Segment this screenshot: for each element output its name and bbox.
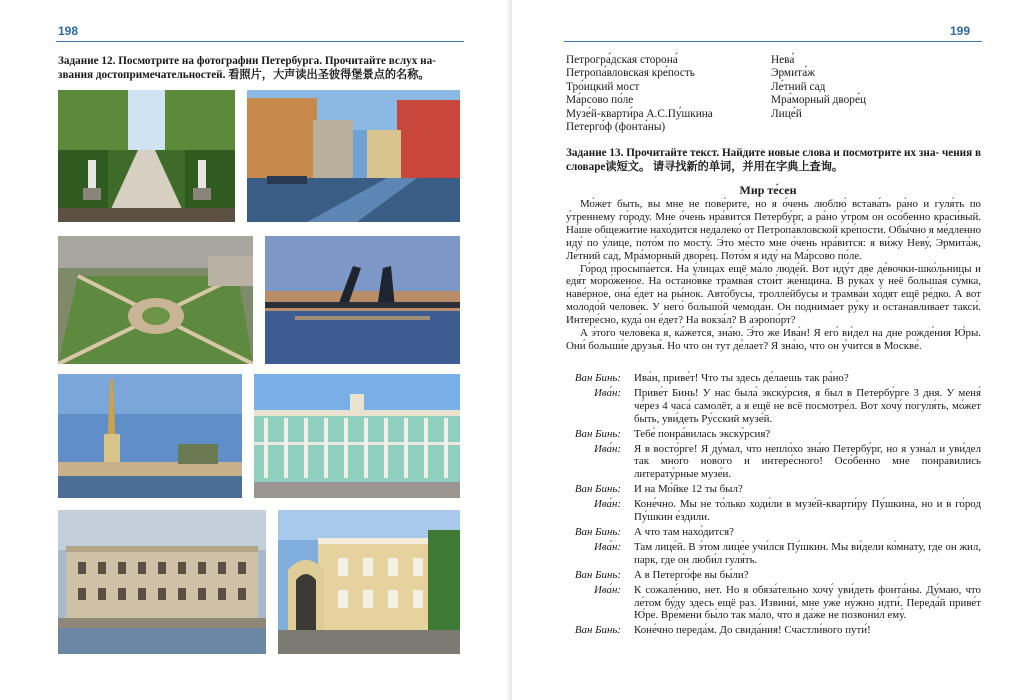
marble-palace-photo — [58, 510, 266, 654]
griboedov-canal-photo — [247, 90, 460, 222]
place-item: Музе́й-кварти́ра А.С.Пу́шкина — [566, 107, 713, 120]
speaker: Ива́н : — [566, 387, 626, 426]
field-of-mars-aerial-photo — [58, 236, 253, 364]
place-item: Эрмита́ж — [771, 67, 816, 80]
place-item: Мра́морный дворе́ц — [771, 94, 867, 107]
utterance: Приве́т Бинь! У нас была́ экску́рсия, я был в Петербу́рге 3 дня. У меня́ че́рез 4 часа́ самолёт, а я ещё не всё посмотре́л. Вот хочу́ погуля́ть, мо́жет быть, уви́деть Ру́сский музе́й. — [634, 386, 981, 425]
dialogue-line — [566, 526, 981, 539]
peter-and-paul-fortress-photo — [58, 374, 242, 498]
dialogue-line — [566, 483, 981, 496]
header-rule-left — [56, 41, 464, 42]
paragraph: Мо́жет быть, вы мне не пове́рите, но я о́чень люблю́ встава́ть ра́но и гуля́ть по у́треннему го́роду. Мне о́чень нра́вится Петербу́рг, а ра́но у́тром он осо́бенно краси́вый. На́ше общежи́тие нахо́дится недалеко́ от Петропа́вловской кре́пости. Обы́чно я ме́дленно иду́ по у́лице, пото́м по мосту́. Э́то ме́сто мне о́чень нра́вится: я ви́жу Неву́, Эрмита́ж, Ле́тний сад, Мра́морный дворе́ц. Пото́м я иду́ на Ма́рсово по́ле. — [566, 198, 982, 262]
speaker: Ива́н : — [566, 541, 626, 567]
utterance: Там лице́й. В э́том лице́е учи́лся Пу́шкин. Мы ви́дели ко́мнату, где он жил, парк, где он люби́л гуля́ть. — [634, 540, 981, 566]
utterance: Я в восто́рге! Я ду́мал, что непло́хо зна́ю Петербу́рг, но я узна́л и уви́дел так мно́го но́вого и интере́сного! Осо́бенно мне понра́вились литерату́рные музе́и. — [634, 442, 981, 481]
task-12 — [58, 54, 464, 82]
dialogue-line — [566, 387, 981, 426]
utterance: К сожале́нию, нет. Но я обяза́тельно хочу́ уви́деть фонта́ны. Ду́маю, что ле́том бу́ду здесь ещё раз. Извини́, мне уже́ ну́жно идти́. Переда́й приве́т Ю́ре. Вре́мени бы́ло так ма́ло, что я да́же не позвони́л ему́. — [634, 583, 981, 622]
utterance: Коне́чно. Мы не то́лько ходи́ли в музе́й-кварти́ру Пу́шкина, но и в го́род Пу́шкин е́здили. — [634, 498, 981, 524]
place-item: Петерго́ф (фонта́ны) — [566, 121, 666, 134]
place-item: Нева́ — [771, 54, 795, 66]
place-item: Ма́рсово по́ле — [566, 94, 634, 107]
utterance: А в Петерго́фе вы бы́ли? — [634, 568, 749, 581]
speaker: Ива́н : — [566, 584, 626, 623]
utterance: И на Мо́йке 12 ты был? — [634, 483, 743, 496]
page-number-left: 198 — [58, 24, 79, 38]
utterance: А что там нахо́дится? — [634, 525, 734, 538]
summer-garden-photo — [58, 90, 235, 222]
place-item: Лице́й — [771, 107, 802, 120]
task-13-label: Задание 13. — [566, 147, 624, 159]
place-item: Петрогра́дская сторона́ — [566, 54, 678, 66]
speaker: Ван Бинь : — [566, 569, 626, 582]
dialogue — [566, 372, 981, 639]
utterance: Ива́н, приве́т! Что ты здесь де́лаешь так ра́но? — [634, 372, 849, 384]
reading-text — [566, 198, 981, 353]
dialogue-line — [566, 428, 981, 441]
paragraph: Го́род просыпа́ется. На у́лицах ещё ма́ло люде́й. Вот иду́т две де́вочки-шко́льницы и едя́т моро́женое. На остано́вке трамва́я стои́т же́нщина. В рука́х у неё больша́я су́мка, наве́рное, она́ е́дет на ры́нок. Авто́бусы, тролле́йбусы и трамва́и хо́дят ещё ре́дко. А вот молодо́й челове́к. У него́ большо́й чемода́н. Он поднима́ет ру́ку и остана́вливает такси́. Интере́сно, куда́ он е́дет? На вокза́л? В аэропо́рт? — [566, 262, 981, 327]
dialogue-line — [566, 541, 981, 567]
dialogue-line — [566, 372, 981, 385]
speaker: Ива́н : — [566, 443, 626, 482]
dialogue-line — [566, 569, 981, 582]
place-item: Ле́тний сад — [771, 80, 826, 93]
page-number-right: 199 — [950, 24, 971, 38]
speaker: Ван Бинь : — [566, 372, 626, 385]
dialogue-line — [566, 624, 981, 637]
place-item: Тро́ицкий мост — [566, 80, 640, 93]
task-13 — [566, 146, 981, 174]
palace-bridge-raised-photo — [265, 236, 460, 364]
speaker: Ван Бинь : — [566, 526, 626, 539]
places-list-col1 — [566, 54, 713, 134]
place-item: Петропа́вловская кре́пость — [566, 67, 695, 80]
dialogue-line — [566, 443, 981, 482]
text-title: Мир те́сен — [739, 183, 797, 197]
utterance: Коне́чно переда́м. До свида́ния! Счастли́вого пути́! — [634, 624, 871, 637]
task-13-text: Прочитайте текст. Найдите новые слова и посмотрите их зна- чения в словаре读短文。 请寻找新的单词，并用在字典上查询。 — [566, 147, 982, 173]
speaker: Ван Бинь : — [566, 483, 626, 496]
dialogue-line — [566, 498, 981, 524]
header-rule-right — [564, 41, 982, 42]
task-12-text: Посмотрите на фотографии Петербурга. Прочитайте вслух на- звания достопримечательностей. 看照片，大声读出圣彼得堡景点的名称。 — [58, 55, 436, 81]
utterance: Тебе́ понра́вилась экску́рсия? — [634, 427, 771, 440]
tsarskoye-selo-lyceum-photo — [278, 510, 460, 654]
winter-palace-hermitage-photo — [254, 374, 460, 498]
paragraph: А э́того челове́ка я, ка́жется, зна́ю. Э́то же Ива́н! Я его́ ви́дел на дне рожде́ния Ю́ры. Они́ больши́е друзья́. Но что он тут де́лает? Я зна́ю, что он у́чится в Москве́. — [566, 327, 981, 352]
places-list-col2 — [771, 54, 866, 121]
right-page — [512, 0, 1024, 700]
task-12-label: Задание 12. — [58, 55, 116, 67]
speaker: Ива́н : — [566, 498, 626, 524]
speaker: Ван Бинь : — [566, 624, 626, 637]
speaker: Ван Бинь : — [566, 428, 626, 441]
dialogue-line — [566, 584, 981, 623]
